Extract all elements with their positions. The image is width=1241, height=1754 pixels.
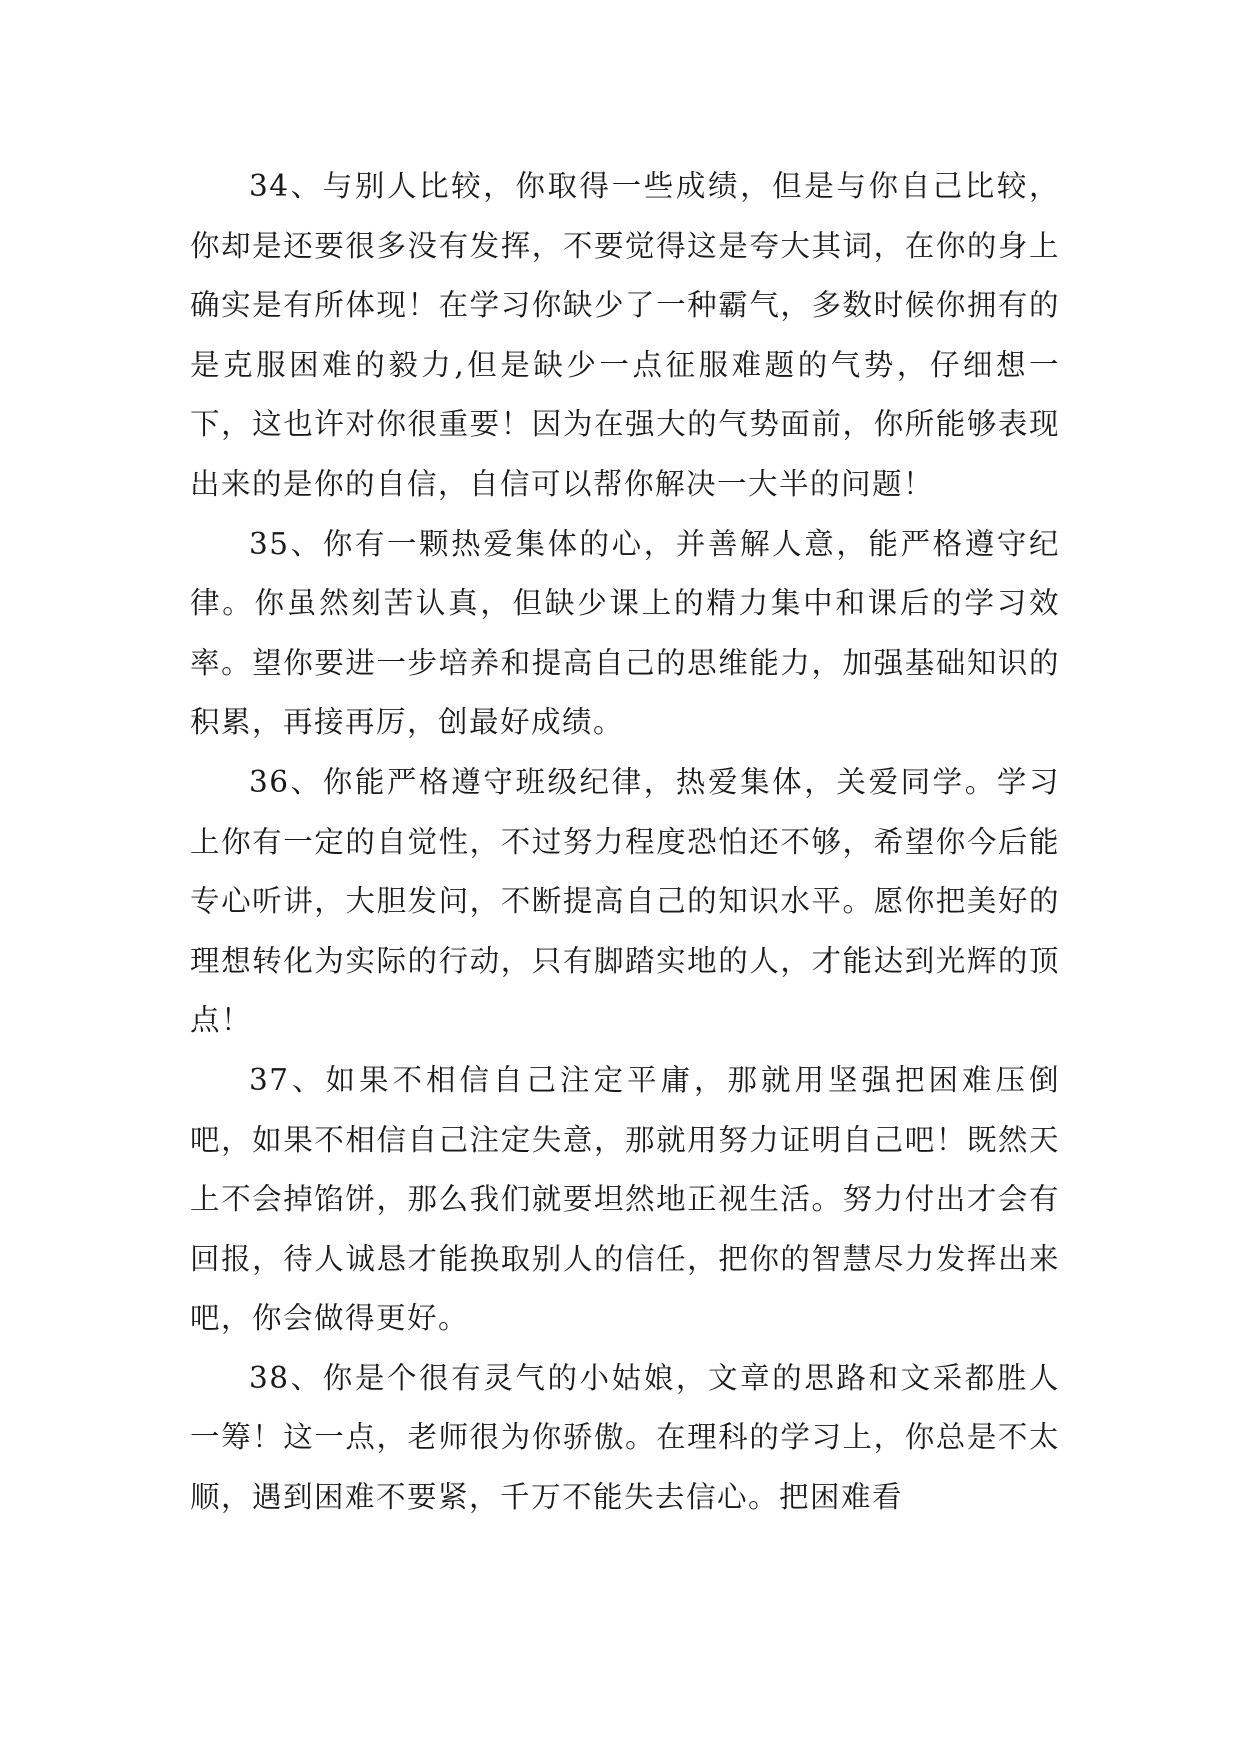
comment-paragraph-34: 34、与别人比较，你取得一些成绩，但是与你自己比较，你却是还要很多没有发挥，不要觉得这是夸大其词，在你的身上确实是有所体现！在学习你缺少了一种霸气，多数时候你拥有的是克服困难的毅力,但是缺少一点征服难题的气势，仔细想一下，这也许对你很重要！因为在强大的气势面前，你所能够表现出来的是你的自信，自信可以帮你解决一大半的问题！	[190, 169, 1060, 501]
comment-paragraph-36: 36、你能严格遵守班级纪律，热爱集体，关爱同学。学习上你有一定的自觉性，不过努力程度恐怕还不够，希望你今后能专心听讲，大胆发问，不断提高自己的知识水平。愿你把美好的理想转化为实际的行动，只有脚踏实地的人，才能达到光辉的顶点！	[190, 764, 1060, 1038]
comment-paragraph-35: 35、你有一颗热爱集体的心，并善解人意，能严格遵守纪律。你虽然刻苦认真，但缺少课上的精力集中和课后的学习效率。望你要进一步培养和提高自己的思维能力，加强基础知识的积累，再接再厉，创最好成绩。	[190, 526, 1060, 740]
comment-paragraph-37: 37、如果不相信自己注定平庸，那就用坚强把困难压倒吧，如果不相信自己注定失意，那就用努力证明自己吧！既然天上不会掉馅饼，那么我们就要坦然地正视生活。努力付出才会有回报，待人诚恳才能换取别人的信任，把你的智慧尽力发挥出来吧，你会做得更好。	[190, 1062, 1060, 1336]
comment-paragraph-38: 38、你是个很有灵气的小姑娘，文章的思路和文采都胜人一筹！这一点，老师很为你骄傲。在理科的学习上，你总是不太顺，遇到困难不要紧，千万不能失去信心。把困难看	[190, 1360, 1060, 1515]
document-body	[190, 157, 1060, 1528]
